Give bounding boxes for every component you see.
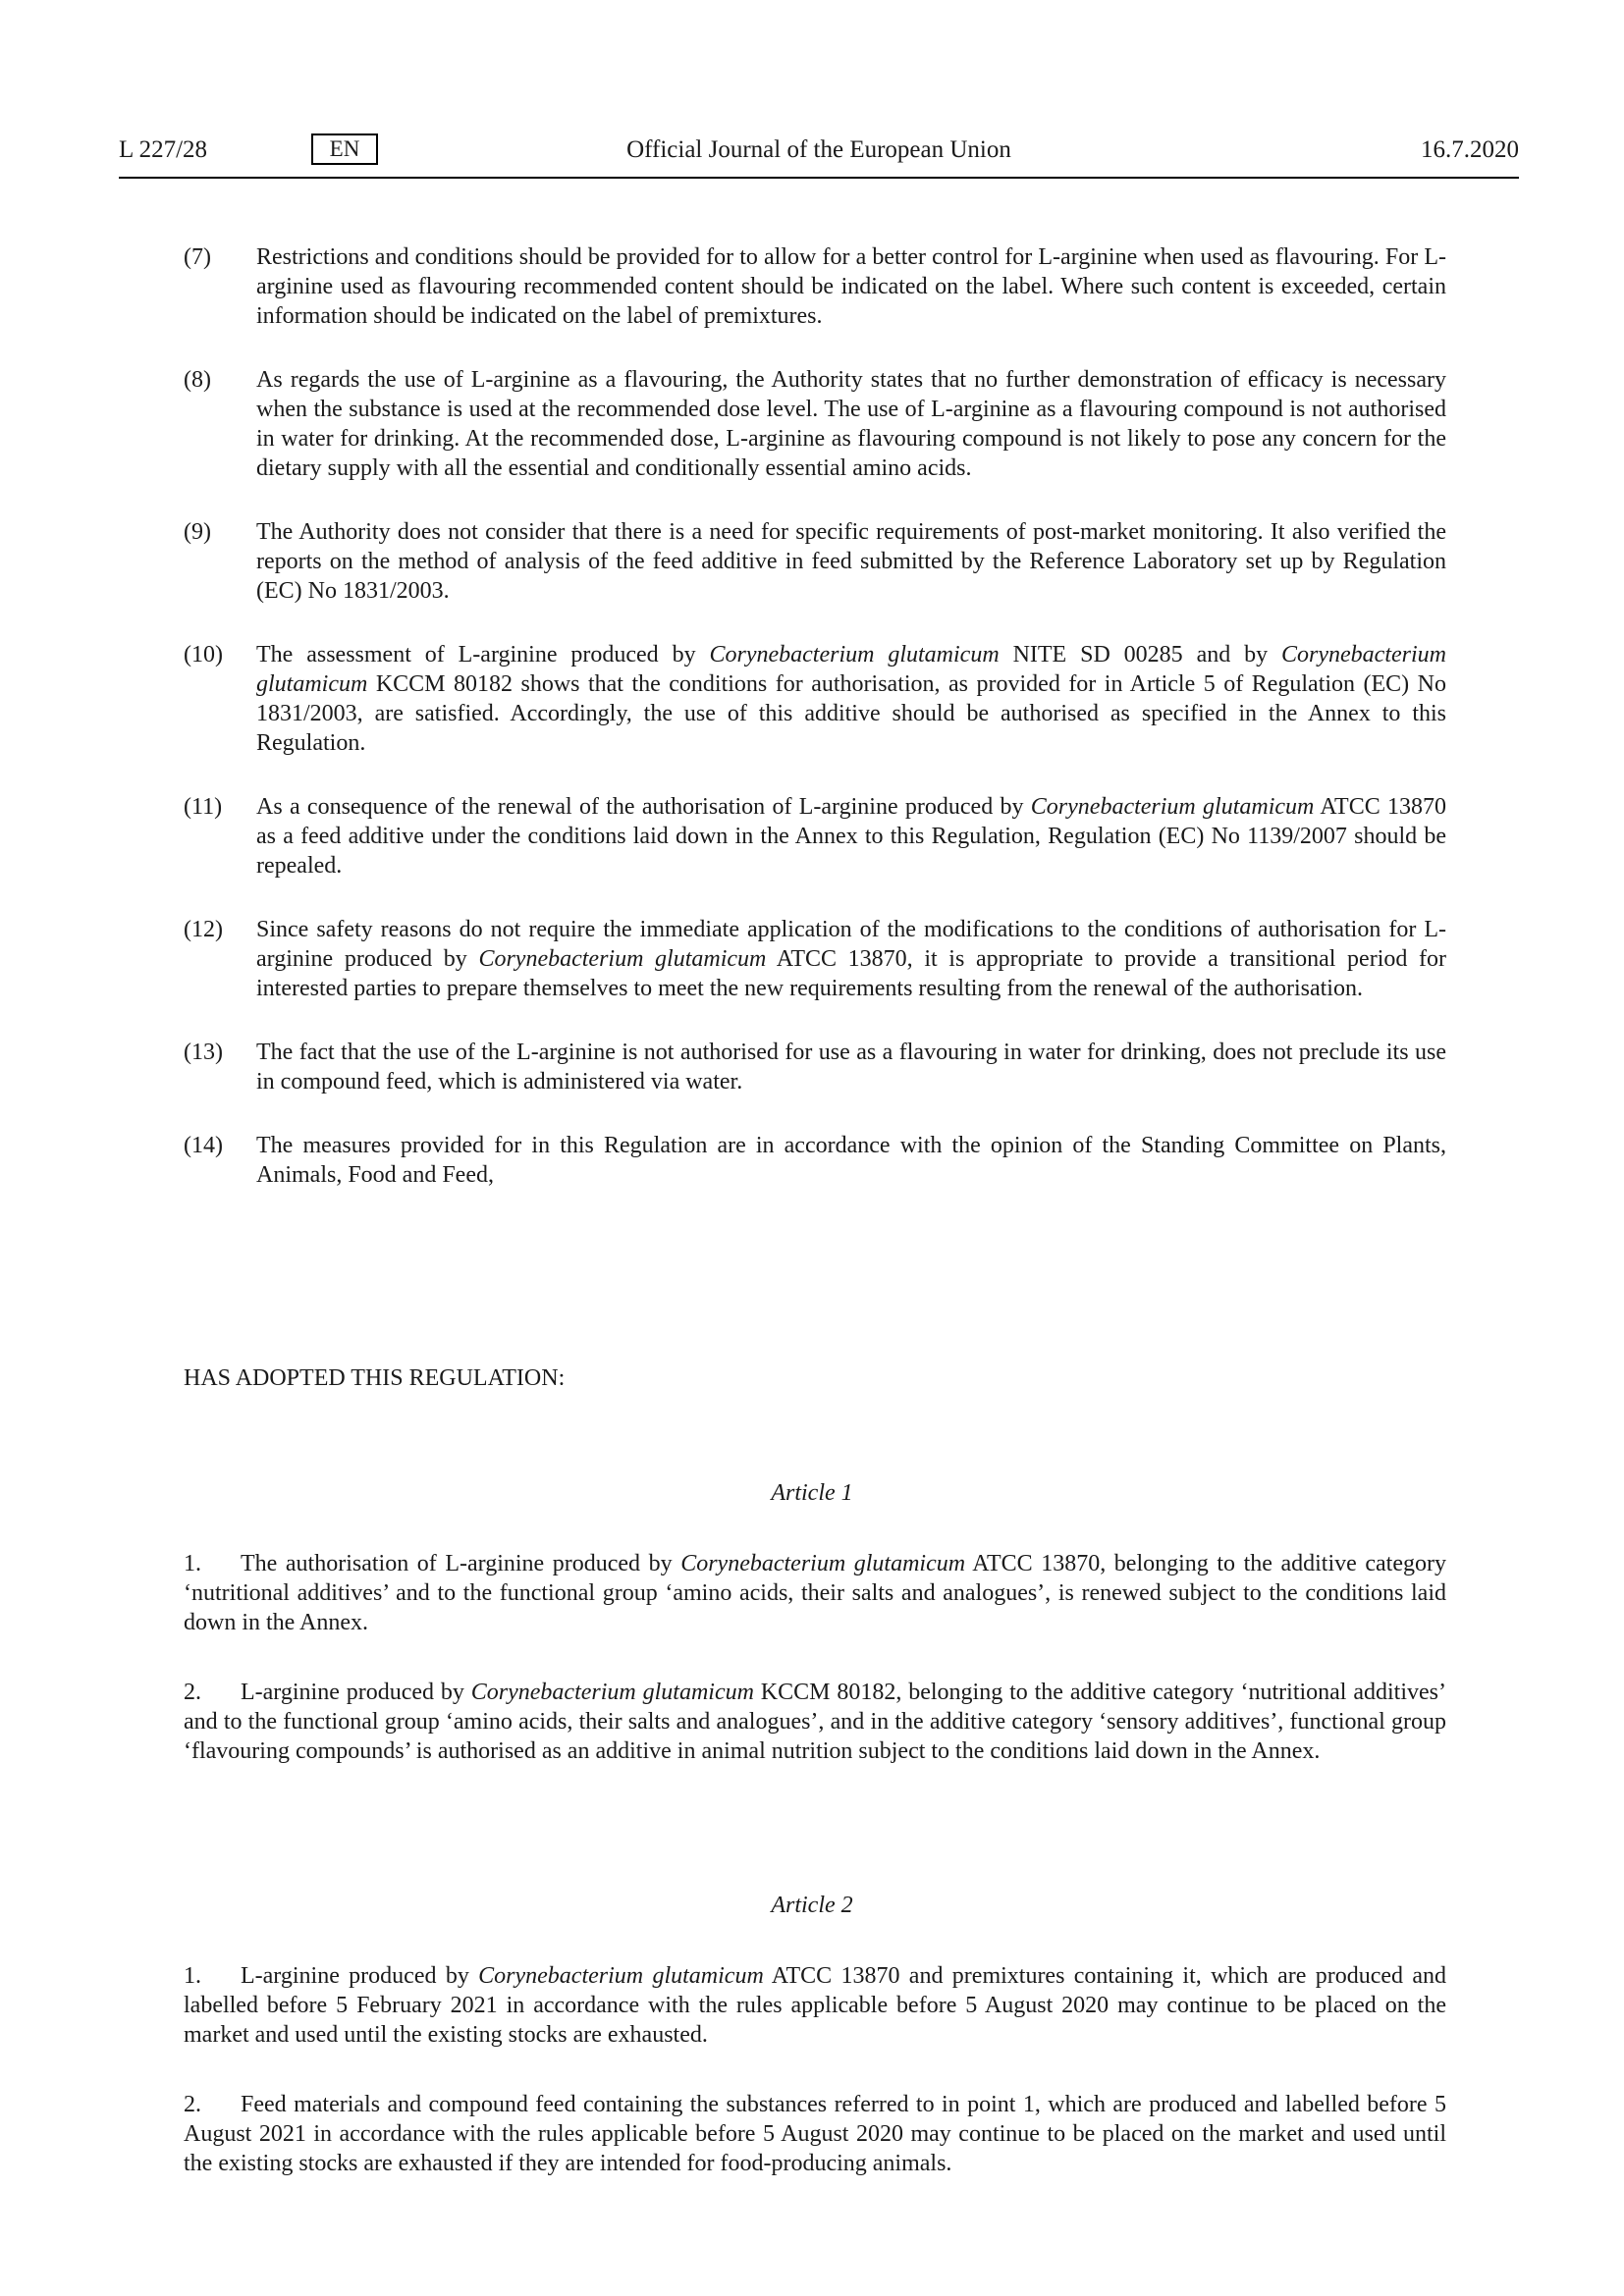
recital-number: (12) [184, 917, 223, 942]
recital-number: (10) [184, 642, 223, 667]
article-2-paragraph-1 [184, 1961, 1446, 2050]
text-run: NITE SD 00285 and by [999, 642, 1282, 667]
species-name: Corynebacterium glutamicum [470, 1680, 754, 1705]
recital-text [256, 1131, 1446, 1190]
text-run: ATCC 13870, belonging to the additive category ‘nutritional additives’ and to the functional group ‘amino acids, their salts and analogues’, is renewed subject to the conditions laid down in the Annex. [184, 1551, 1446, 1635]
text-run: The fact that the use of the L-arginine is not authorised for use as a flavouring in water for drinking, does not preclude its use in compound feed, which is administered via water. [256, 1040, 1446, 1095]
recital-text [256, 915, 1446, 1003]
recital-number: (11) [184, 794, 223, 820]
recital-text [256, 640, 1446, 758]
recitals-list [184, 242, 1446, 1224]
paragraph-number: 1. [184, 1963, 201, 1989]
recital [184, 640, 1446, 758]
species-name: Corynebacterium glutamicum [1030, 794, 1315, 820]
text-run: L-arginine produced by [241, 1963, 479, 1989]
recital-text [256, 792, 1446, 881]
recital-number: (7) [184, 244, 211, 270]
text-run: Feed materials and compound feed containing the substances referred to in point 1, which are produced and labelled before 5 August 2021 in accordance with the rules applicable before 5 August 2020 may continue to be placed on the market and used until the existing stocks are exhausted if they are intended for food-producing animals. [184, 2092, 1446, 2176]
adoption-statement: HAS ADOPTED THIS REGULATION: [184, 1365, 566, 1391]
text-run: The assessment of L-arginine produced by [256, 642, 710, 667]
species-name: Corynebacterium glutamicum [478, 1963, 764, 1989]
text-run: KCCM 80182, belonging to the additive category ‘nutritional additives’ and to the functional group ‘amino acids, their salts and analogues’, and in the additive category ‘sensory additives’, functional group ‘flavouring compounds’ is authorised as an additive in animal nutrition subject to the conditions laid down in the Annex. [184, 1680, 1446, 1764]
text-run: The Authority does not consider that there is a need for specific requirements of post-market monitoring. It also verified the reports on the method of analysis of the feed additive in feed submitted by the Reference Laboratory set up by Regulation (EC) No 1831/2003. [256, 519, 1446, 604]
paragraph-number: 2. [184, 1680, 201, 1705]
recital-number: (9) [184, 519, 211, 545]
recital-text [256, 242, 1446, 331]
text-run: As regards the use of L-arginine as a flavouring, the Authority states that no further demonstration of efficacy is necessary when the substance is used at the recommended dose level. The use of L-arginine as a flavouring compound is not authorised in water for drinking. At the recommended dose, L-arginine as flavouring compound is not likely to pose any concern for the dietary supply with all the essential and conditionally essential amino acids. [256, 367, 1446, 481]
publication-date: 16.7.2020 [1421, 136, 1519, 163]
text-run: The authorisation of L-arginine produced by [241, 1551, 681, 1576]
text-run: ATCC 13870 and premixtures containing it, which are produced and labelled before 5 February 2021 in accordance with the rules applicable before 5 August 2020 may continue to be placed on the market and used until the existing stocks are exhausted. [184, 1963, 1446, 2048]
recital [184, 517, 1446, 606]
text-run: As a consequence of the renewal of the authorisation of L-arginine produced by [256, 794, 1031, 820]
article-1-heading: Article 1 [771, 1480, 853, 1506]
text-run: Restrictions and conditions should be provided for to allow for a better control for L-arginine when used as flavouring. For L-arginine used as flavouring recommended content should be indicated on the label. Where such content is exceeded, certain information should be indicated on the label of premixtures. [256, 244, 1446, 329]
recital [184, 792, 1446, 881]
article-1-paragraph-1 [184, 1549, 1446, 1637]
species-name: Corynebacterium glutamicum [256, 642, 1446, 697]
recital-text [256, 1038, 1446, 1096]
article-1-paragraph-2 [184, 1678, 1446, 1766]
species-name: Corynebacterium glutamicum [478, 946, 767, 972]
recital-number: (13) [184, 1040, 223, 1065]
recital [184, 1038, 1446, 1096]
species-name: Corynebacterium glutamicum [680, 1551, 966, 1576]
paragraph-number: 1. [184, 1551, 201, 1576]
text-run: The measures provided for in this Regulation are in accordance with the opinion of the Standing Committee on Plants, Animals, Food and Feed, [256, 1133, 1446, 1188]
text-run: Since safety reasons do not require the immediate application of the modifications to the conditions of authorisation for L-arginine produced by [256, 917, 1446, 972]
recital-number: (14) [184, 1133, 223, 1158]
recital-text [256, 365, 1446, 483]
page-header [119, 133, 1519, 179]
text-run: L-arginine produced by [241, 1680, 471, 1705]
recital [184, 1131, 1446, 1190]
recital-number: (8) [184, 367, 211, 393]
journal-title: Official Journal of the European Union [626, 136, 1011, 163]
paragraph-number: 2. [184, 2092, 201, 2117]
recital [184, 915, 1446, 1003]
recital [184, 242, 1446, 331]
text-run: ATCC 13870 as a feed additive under the conditions laid down in the Annex to this Regulation, Regulation (EC) No 1139/2007 should be repealed. [256, 794, 1447, 879]
article-2-heading: Article 2 [771, 1893, 853, 1918]
text-run: KCCM 80182 shows that the conditions for authorisation, as provided for in Article 5 of Regulation (EC) No 1831/2003, are satisfied. Accordingly, the use of this additive should be authorised as specified in the Annex to this Regulation. [256, 671, 1446, 756]
article-2-paragraph-2 [184, 2090, 1446, 2178]
recital [184, 365, 1446, 483]
text-run: ATCC 13870, it is appropriate to provide a transitional period for interested parties to prepare themselves to meet the new requirements resulting from the renewal of the authorisation. [256, 946, 1446, 1001]
species-name: Corynebacterium glutamicum [709, 642, 1000, 667]
recital-text [256, 517, 1446, 606]
language-badge: EN [311, 133, 378, 165]
journal-reference: L 227/28 [119, 136, 208, 163]
